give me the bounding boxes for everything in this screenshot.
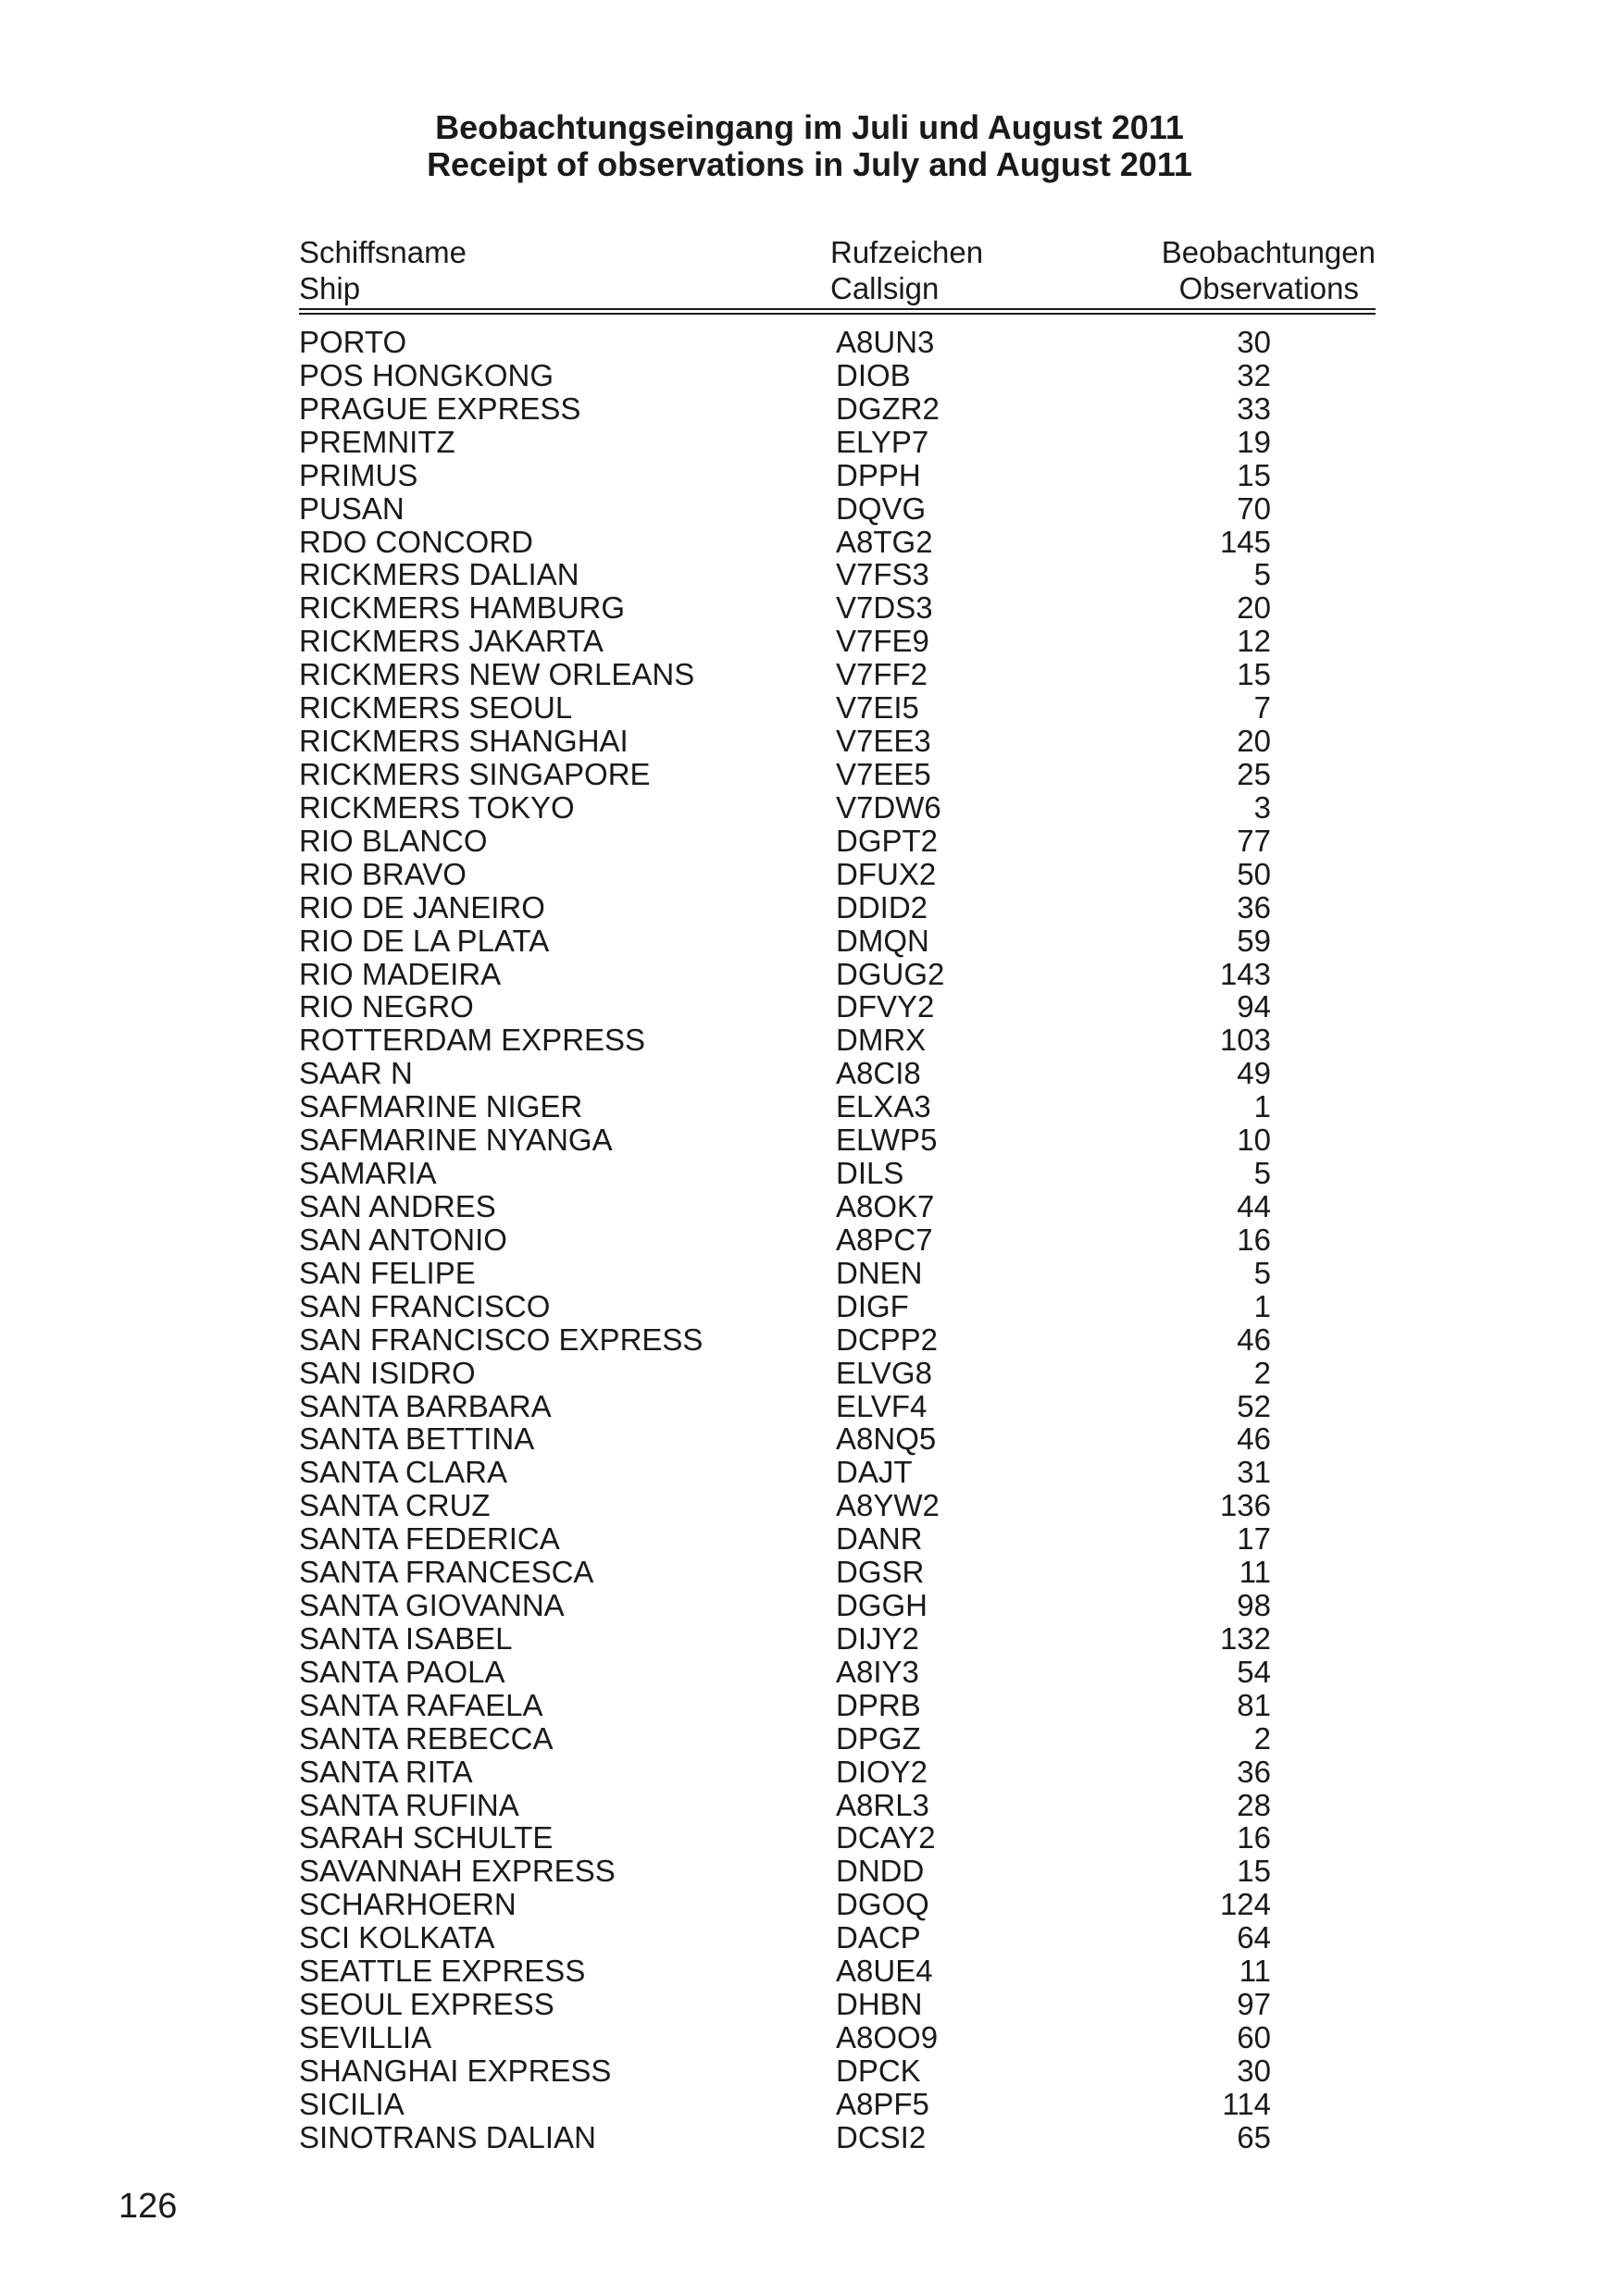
ship-name-cell: SEOUL EXPRESS xyxy=(299,1987,554,2022)
ship-name-cell: SANTA GIOVANNA xyxy=(299,1588,565,1623)
ship-name-cell: SAMARIA xyxy=(299,1156,437,1191)
header-divider-bottom xyxy=(299,313,1376,315)
observations-cell: 103 xyxy=(1219,1023,1271,1058)
ship-name-cell: PUSAN xyxy=(299,490,405,526)
table-row xyxy=(0,1257,1619,1290)
table-row xyxy=(0,1323,1619,1357)
observations-cell: 16 xyxy=(1237,1820,1271,1855)
ship-name-cell: RICKMERS TOKYO xyxy=(299,789,575,825)
observations-cell: 65 xyxy=(1237,2119,1271,2154)
observations-cell: 33 xyxy=(1237,391,1271,426)
callsign-cell: DGPT2 xyxy=(836,823,939,858)
observations-cell: 81 xyxy=(1237,1687,1271,1722)
callsign-cell: DAJT xyxy=(836,1455,913,1490)
callsign-cell: A8OO9 xyxy=(836,2020,939,2055)
table-row xyxy=(0,1556,1619,1589)
callsign-cell: DIGF xyxy=(836,1288,909,1323)
callsign-cell: A8RL3 xyxy=(836,1787,929,1822)
ship-name-cell: PRIMUS xyxy=(299,457,418,492)
ship-name-cell: SANTA BARBARA xyxy=(299,1388,552,1423)
callsign-cell: A8IY3 xyxy=(836,1654,919,1689)
table-row xyxy=(0,1422,1619,1456)
table-row xyxy=(0,791,1619,825)
table-row xyxy=(0,1656,1619,1689)
observations-cell: 52 xyxy=(1237,1388,1271,1423)
observations-cell: 28 xyxy=(1237,1787,1271,1822)
callsign-cell: DNDD xyxy=(836,1854,925,1889)
observations-cell: 145 xyxy=(1219,524,1271,559)
table-row xyxy=(0,1955,1619,1988)
observations-cell: 114 xyxy=(1222,2086,1271,2121)
observations-cell: 132 xyxy=(1219,1620,1271,1656)
ship-name-cell: SAN FELIPE xyxy=(299,1255,476,1290)
page-number: 126 xyxy=(118,2187,178,2226)
callsign-cell: V7EE5 xyxy=(836,756,931,791)
column-header-ship-english: Ship xyxy=(299,271,361,305)
table-row xyxy=(0,1090,1619,1123)
ship-name-cell: RIO DE LA PLATA xyxy=(299,923,550,958)
table-row xyxy=(0,691,1619,725)
table-row xyxy=(0,1223,1619,1257)
column-header-observations-german: Beobachtungen xyxy=(1161,235,1376,269)
table-row xyxy=(0,858,1619,891)
observations-cell: 11 xyxy=(1239,1555,1271,1590)
callsign-cell: V7DS3 xyxy=(836,590,933,626)
callsign-cell: ELXA3 xyxy=(836,1089,931,1124)
observations-cell: 64 xyxy=(1237,1920,1271,1955)
callsign-cell: DILS xyxy=(836,1156,904,1191)
table-row xyxy=(0,326,1619,359)
ship-name-cell: SAAR N xyxy=(299,1056,413,1091)
callsign-cell: DNEN xyxy=(836,1255,923,1290)
callsign-cell: V7FS3 xyxy=(836,557,929,592)
callsign-cell: A8YW2 xyxy=(836,1488,940,1523)
table-row xyxy=(0,1821,1619,1855)
ship-name-cell: SCHARHOERN xyxy=(299,1887,517,1922)
callsign-cell: ELWP5 xyxy=(836,1123,938,1158)
ship-name-cell: RIO NEGRO xyxy=(299,989,474,1024)
observations-cell: 19 xyxy=(1237,424,1271,459)
observations-cell: 31 xyxy=(1237,1455,1271,1490)
callsign-cell: DHBN xyxy=(836,1987,923,2022)
column-header-observations-english: Observations xyxy=(1178,271,1359,305)
ship-name-cell: SAN ANDRES xyxy=(299,1188,496,1223)
observations-cell: 59 xyxy=(1237,923,1271,958)
callsign-cell: DCAY2 xyxy=(836,1820,936,1855)
callsign-cell: DMQN xyxy=(836,923,929,958)
callsign-cell: A8CI8 xyxy=(836,1056,921,1091)
ship-name-cell: SEVILLIA xyxy=(299,2020,432,2055)
observations-cell: 46 xyxy=(1237,1421,1271,1457)
ship-name-cell: RICKMERS JAKARTA xyxy=(299,624,604,659)
table-row xyxy=(0,891,1619,925)
callsign-cell: ELYP7 xyxy=(836,424,929,459)
observations-cell: 143 xyxy=(1219,956,1271,991)
ship-name-cell: SANTA RITA xyxy=(299,1754,473,1789)
ship-name-cell: SARAH SCHULTE xyxy=(299,1820,554,1855)
ship-name-cell: SHANGHAI EXPRESS xyxy=(299,2053,612,2088)
callsign-cell: A8UE4 xyxy=(836,1954,933,1989)
ship-name-cell: SANTA RAFAELA xyxy=(299,1687,543,1722)
table-row xyxy=(0,1756,1619,1789)
observations-cell: 98 xyxy=(1237,1588,1271,1623)
table-row xyxy=(0,990,1619,1024)
table-row xyxy=(0,725,1619,758)
callsign-cell: DPGZ xyxy=(836,1720,921,1756)
observations-cell: 30 xyxy=(1237,2053,1271,2088)
callsign-cell: DCPP2 xyxy=(836,1322,939,1357)
callsign-cell: DGSR xyxy=(836,1555,925,1590)
ship-name-cell: SAN FRANCISCO EXPRESS xyxy=(299,1322,704,1357)
observations-cell: 124 xyxy=(1219,1887,1271,1922)
observations-cell: 2 xyxy=(1253,1355,1271,1390)
table-row xyxy=(0,1357,1619,1390)
observations-cell: 77 xyxy=(1237,823,1271,858)
table-row xyxy=(0,925,1619,958)
table-row xyxy=(0,1157,1619,1190)
observations-cell: 32 xyxy=(1237,357,1271,392)
callsign-cell: A8PC7 xyxy=(836,1222,933,1257)
table-row xyxy=(0,825,1619,858)
table-row xyxy=(0,492,1619,526)
ship-name-cell: RICKMERS HAMBURG xyxy=(299,590,626,626)
ship-name-cell: SINOTRANS DALIAN xyxy=(299,2119,596,2154)
table-row xyxy=(0,1988,1619,2021)
ship-name-cell: RIO BLANCO xyxy=(299,823,488,858)
callsign-cell: DFVY2 xyxy=(836,989,935,1024)
ship-name-cell: RICKMERS NEW ORLEANS xyxy=(299,657,695,692)
table-row xyxy=(0,1290,1619,1323)
table-row xyxy=(0,558,1619,591)
callsign-cell: DGZR2 xyxy=(836,391,940,426)
table-row xyxy=(0,1689,1619,1722)
ship-name-cell: PREMNITZ xyxy=(299,424,455,459)
callsign-cell: DPRB xyxy=(836,1687,921,1722)
ship-name-cell: RICKMERS SEOUL xyxy=(299,690,573,726)
observations-cell: 36 xyxy=(1237,889,1271,925)
page-title-german: Beobachtungseingang im Juli und August 2011 xyxy=(435,108,1184,146)
table-row xyxy=(0,459,1619,492)
table-row xyxy=(0,1622,1619,1656)
table-row xyxy=(0,1522,1619,1556)
table-row xyxy=(0,1123,1619,1157)
callsign-cell: DACP xyxy=(836,1920,921,1955)
observations-cell: 60 xyxy=(1237,2020,1271,2055)
callsign-cell: DMRX xyxy=(836,1023,927,1058)
callsign-cell: DANR xyxy=(836,1521,923,1557)
table-row xyxy=(0,658,1619,691)
observations-cell: 30 xyxy=(1237,325,1271,359)
callsign-cell: DPCK xyxy=(836,2053,921,2088)
callsign-cell: V7EI5 xyxy=(836,690,919,726)
ship-name-cell: SAFMARINE NIGER xyxy=(299,1089,583,1124)
observations-cell: 36 xyxy=(1237,1754,1271,1789)
ship-name-cell: SAFMARINE NYANGA xyxy=(299,1123,613,1158)
observations-cell: 17 xyxy=(1237,1521,1271,1557)
ship-name-cell: RIO BRAVO xyxy=(299,856,467,891)
observations-cell: 97 xyxy=(1237,1987,1271,2022)
callsign-cell: DGUG2 xyxy=(836,956,945,991)
ship-name-cell: SCI KOLKATA xyxy=(299,1920,495,1955)
table-row xyxy=(0,1888,1619,1921)
callsign-cell: V7FE9 xyxy=(836,624,929,659)
ship-name-cell: RDO CONCORD xyxy=(299,524,533,559)
table-row xyxy=(0,2088,1619,2121)
ship-name-cell: SANTA ISABEL xyxy=(299,1620,513,1656)
ship-name-cell: RIO DE JANEIRO xyxy=(299,889,545,925)
table-row xyxy=(0,625,1619,658)
observations-cell: 3 xyxy=(1253,789,1271,825)
callsign-cell: V7DW6 xyxy=(836,789,941,825)
callsign-cell: DIOY2 xyxy=(836,1754,928,1789)
ship-table-body xyxy=(0,326,1619,2154)
observations-cell: 11 xyxy=(1239,1954,1271,1989)
callsign-cell: DGOQ xyxy=(836,1887,929,1922)
observations-cell: 20 xyxy=(1237,724,1271,759)
ship-name-cell: SANTA CLARA xyxy=(299,1455,507,1490)
ship-name-cell: POS HONGKONG xyxy=(299,357,554,392)
table-row xyxy=(0,2121,1619,2154)
callsign-cell: DGGH xyxy=(836,1588,928,1623)
callsign-cell: DIJY2 xyxy=(836,1620,919,1656)
ship-name-cell: RICKMERS SINGAPORE xyxy=(299,756,651,791)
observations-cell: 15 xyxy=(1237,657,1271,692)
observations-cell: 70 xyxy=(1237,490,1271,526)
callsign-cell: ELVG8 xyxy=(836,1355,932,1390)
observations-cell: 5 xyxy=(1253,1255,1271,1290)
observations-cell: 15 xyxy=(1237,1854,1271,1889)
ship-name-cell: RIO MADEIRA xyxy=(299,956,502,991)
callsign-cell: DDID2 xyxy=(836,889,928,925)
ship-name-cell: RICKMERS DALIAN xyxy=(299,557,579,592)
ship-name-cell: SANTA FEDERICA xyxy=(299,1521,560,1557)
table-row xyxy=(0,591,1619,625)
observations-cell: 1 xyxy=(1253,1288,1271,1323)
observations-cell: 54 xyxy=(1237,1654,1271,1689)
callsign-cell: DIOB xyxy=(836,357,911,392)
callsign-cell: A8NQ5 xyxy=(836,1421,937,1457)
ship-name-cell: SAN ANTONIO xyxy=(299,1222,507,1257)
table-row xyxy=(0,2021,1619,2054)
table-row xyxy=(0,1057,1619,1090)
callsign-cell: V7EE3 xyxy=(836,724,931,759)
observations-cell: 2 xyxy=(1253,1720,1271,1756)
table-row xyxy=(0,359,1619,392)
ship-name-cell: SANTA RUFINA xyxy=(299,1787,519,1822)
callsign-cell: DFUX2 xyxy=(836,856,937,891)
observations-cell: 15 xyxy=(1237,457,1271,492)
table-row xyxy=(0,2054,1619,2088)
page-title-english: Receipt of observations in July and August 2011 xyxy=(427,145,1192,183)
ship-name-cell: SEATTLE EXPRESS xyxy=(299,1954,586,1989)
ship-name-cell: PORTO xyxy=(299,325,407,359)
table-row xyxy=(0,1456,1619,1489)
ship-name-cell: SANTA CRUZ xyxy=(299,1488,491,1523)
table-row xyxy=(0,1190,1619,1223)
callsign-cell: DPPH xyxy=(836,457,921,492)
ship-name-cell: SANTA REBECCA xyxy=(299,1720,554,1756)
callsign-cell: V7FF2 xyxy=(836,657,928,692)
column-header-callsign-german: Rufzeichen xyxy=(830,235,984,269)
table-row xyxy=(0,758,1619,791)
table-row xyxy=(0,392,1619,426)
observations-cell: 16 xyxy=(1237,1222,1271,1257)
table-row xyxy=(0,426,1619,459)
observations-cell: 5 xyxy=(1253,1156,1271,1191)
ship-name-cell: SANTA FRANCESCA xyxy=(299,1555,594,1590)
ship-name-cell: PRAGUE EXPRESS xyxy=(299,391,581,426)
observations-cell: 50 xyxy=(1237,856,1271,891)
observations-cell: 12 xyxy=(1237,624,1271,659)
callsign-cell: ELVF4 xyxy=(836,1388,928,1423)
table-row xyxy=(0,1789,1619,1822)
table-row xyxy=(0,1722,1619,1756)
callsign-cell: A8OK7 xyxy=(836,1188,935,1223)
table-row xyxy=(0,1921,1619,1955)
table-row xyxy=(0,1390,1619,1423)
observations-cell: 94 xyxy=(1237,989,1271,1024)
ship-name-cell: SANTA PAOLA xyxy=(299,1654,505,1689)
callsign-cell: A8TG2 xyxy=(836,524,933,559)
callsign-cell: A8PF5 xyxy=(836,2086,929,2121)
table-row xyxy=(0,1855,1619,1888)
observations-cell: 44 xyxy=(1237,1188,1271,1223)
table-row xyxy=(0,1589,1619,1622)
callsign-cell: A8UN3 xyxy=(836,325,935,359)
ship-name-cell: SAN ISIDRO xyxy=(299,1355,476,1390)
table-row xyxy=(0,1489,1619,1522)
ship-name-cell: SANTA BETTINA xyxy=(299,1421,535,1457)
ship-name-cell: ROTTERDAM EXPRESS xyxy=(299,1023,646,1058)
observations-cell: 49 xyxy=(1237,1056,1271,1091)
table-row xyxy=(0,1024,1619,1057)
observations-cell: 1 xyxy=(1253,1089,1271,1124)
observations-cell: 7 xyxy=(1253,690,1271,726)
ship-name-cell: RICKMERS SHANGHAI xyxy=(299,724,629,759)
column-header-ship-german: Schiffsname xyxy=(299,235,467,269)
observations-cell: 46 xyxy=(1237,1322,1271,1357)
ship-name-cell: SICILIA xyxy=(299,2086,405,2121)
table-row xyxy=(0,958,1619,991)
observations-cell: 136 xyxy=(1219,1488,1271,1523)
observations-cell: 25 xyxy=(1237,756,1271,791)
table-row xyxy=(0,526,1619,559)
callsign-cell: DQVG xyxy=(836,490,927,526)
observations-cell: 20 xyxy=(1237,590,1271,626)
observations-cell: 5 xyxy=(1253,557,1271,592)
ship-name-cell: SAN FRANCISCO xyxy=(299,1288,551,1323)
column-header-callsign-english: Callsign xyxy=(830,271,940,305)
callsign-cell: DCSI2 xyxy=(836,2119,927,2154)
ship-name-cell: SAVANNAH EXPRESS xyxy=(299,1854,616,1889)
header-divider-top xyxy=(299,308,1376,310)
observations-cell: 10 xyxy=(1237,1123,1271,1158)
